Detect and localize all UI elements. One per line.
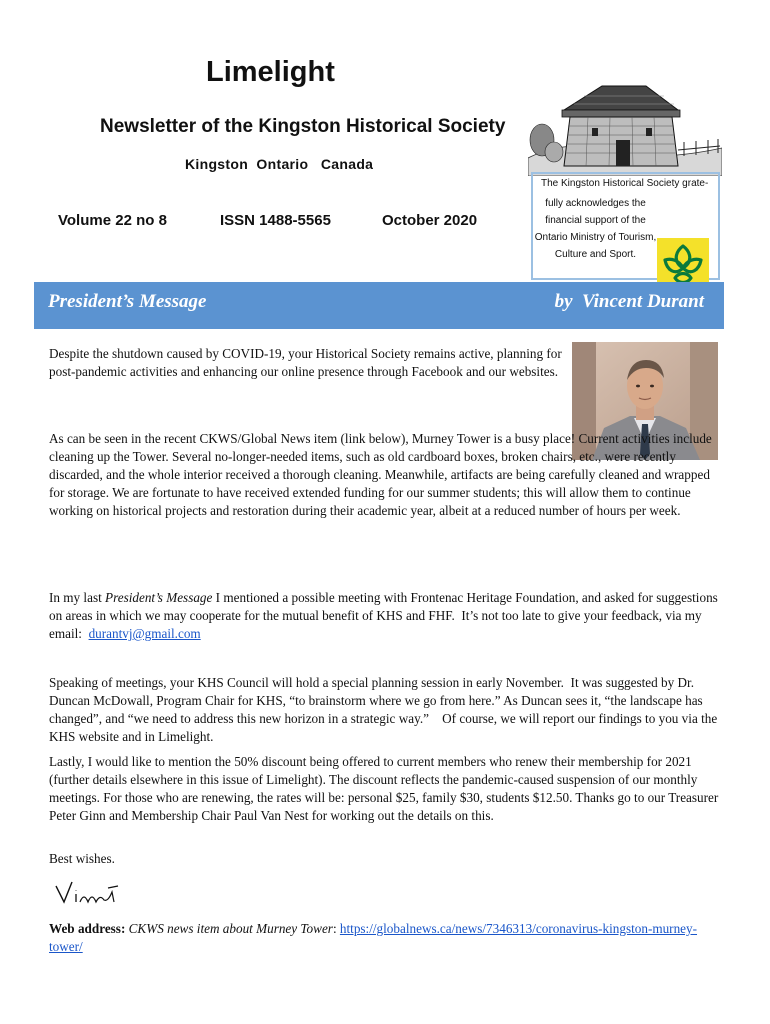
web-item-title: CKWS news item about Murney Tower bbox=[128, 921, 333, 936]
acknowledgement-text: fully acknowledges the financial support of the Ontario Ministry of Tourism, Culture and Sport. bbox=[534, 198, 657, 260]
globalnews-link[interactable]: https://globalnews.ca/news/7346313/coronavirus-kingston-murney-tower/ bbox=[49, 921, 698, 954]
web-address-label: Web address: bbox=[49, 921, 126, 936]
article-paragraph-3 bbox=[49, 589, 722, 643]
issn-number: ISSN 1488-5565 bbox=[220, 212, 331, 229]
web-item-separator: : bbox=[332, 921, 340, 936]
paragraph-3-body: I mentioned a possible meeting with Frontenac Heritage Foundation, and asked for suggestions on areas in which we may cooperate for the mutual benefit of KHS and FHF. It’s not too late to give your feedback, via my email: bbox=[49, 590, 722, 641]
article-paragraph-1: Despite the shutdown caused by COVID-19, your Historical Society remains active, planning for post-pandemic activities and enhancing our online presence through Facebook and our websites. bbox=[49, 346, 562, 379]
location-line: Kingston Ontario Canada bbox=[185, 156, 374, 172]
paragraph-3-intro: In my last bbox=[49, 590, 106, 605]
presidents-message-reference: President’s Message bbox=[105, 590, 213, 605]
article-paragraph-4: Speaking of meetings, your KHS Council will hold a special planning session in early November. It was suggested by Dr. Duncan McDowall, Program Chair for KHS, “to brainstorm where we go from here.” As Duncan sees it, “the landscape has changed”, and “we need to address this new horizon in a strategic way.” Of course, we will report our findings to you via the KHS website and in Limelight. bbox=[49, 675, 721, 744]
section-banner bbox=[34, 282, 724, 329]
closing-line: Best wishes. bbox=[49, 851, 115, 866]
web-address-line bbox=[49, 920, 719, 956]
article-paragraph-5: Lastly, I would like to mention the 50% discount being offered to current members who renew their membership for 2021 (further details elsewhere in this issue of Limelight). The discount reflects the pandemic-caused suspension of our monthly meetings. For those who are renewing, the rates will be: personal $25, family $30, students $12.50. Thanks go to our Treasurer Peter Ginn and Membership Chair Paul Van Nest for working out the details on this. bbox=[49, 754, 719, 823]
sponsor-acknowledgement-box bbox=[531, 172, 720, 280]
newsletter-subtitle: Newsletter of the Kingston Historical Society bbox=[100, 116, 506, 137]
email-link[interactable]: durantvj@gmail.com bbox=[88, 626, 201, 641]
murney-tower-illustration bbox=[528, 78, 722, 176]
acknowledgement-first-line: The Kingston Historical Society grate- bbox=[541, 178, 709, 189]
issue-date: October 2020 bbox=[382, 212, 478, 229]
section-title: President’s Message bbox=[48, 291, 207, 312]
volume-number: Volume 22 no 8 bbox=[58, 212, 167, 229]
article-paragraph-2: As can be seen in the recent CKWS/Global News item (link below), Murney Tower is a busy place! Current activities include cleaning up the Tower. Several no-longer-needed items, such as old cardboard boxes, broken chairs, etc., were recently discarded, and the whole interior received a thorough cleaning. Meanwhile, artifacts are being carefully cleaned and wrapped for storage. We are fortunate to have received extended funding for our summer students; this will allow them to continue working on historical projects and restoration during their academic year, albeit at a reduced number of hours per week. bbox=[49, 431, 712, 518]
newsletter-title: Limelight bbox=[206, 56, 335, 88]
section-author: by Vincent Durant bbox=[554, 291, 704, 312]
handwritten-signature bbox=[54, 880, 120, 906]
